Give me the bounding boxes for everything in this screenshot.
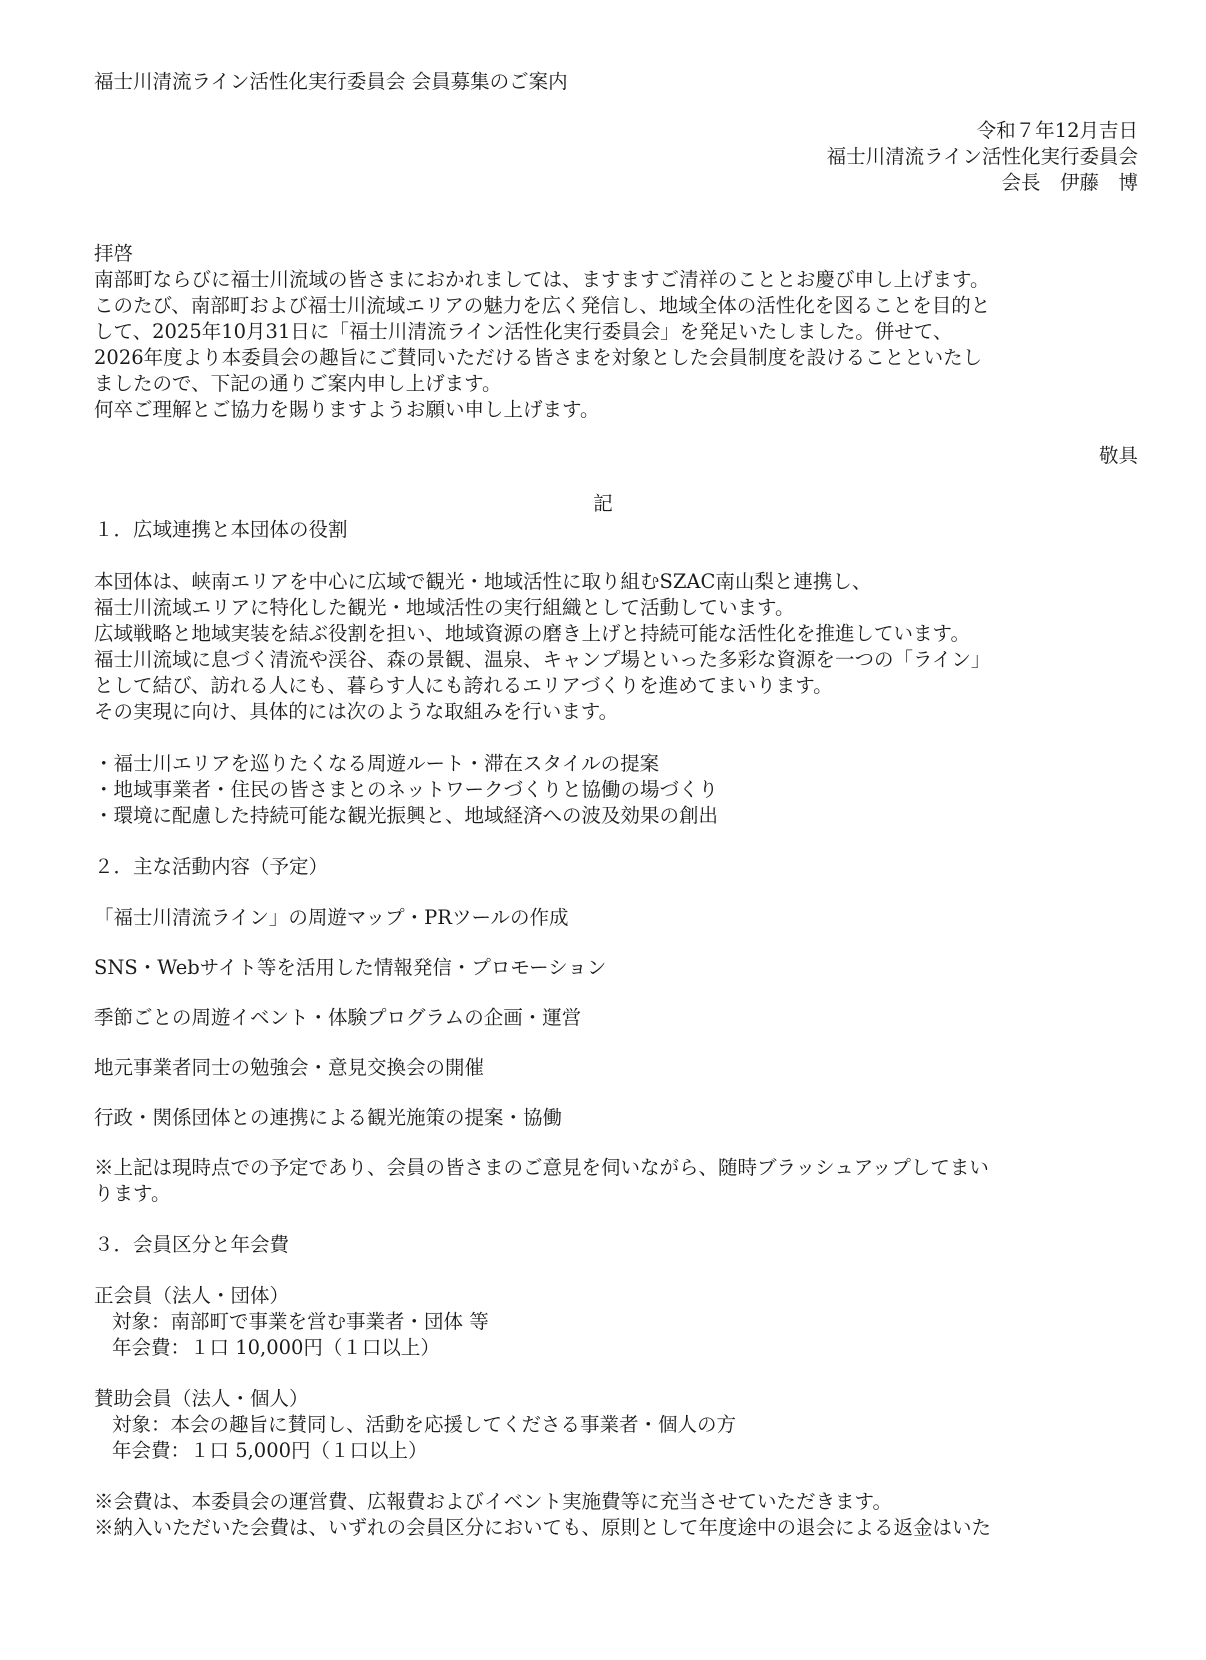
section1-line: 広域戦略と地域実装を結ぶ役割を担い、地域資源の磨き上げと持続可能な活性化を推進しています。 [94,622,970,645]
section3-heading: ３．会員区分と年会費 [94,1233,290,1256]
section1-heading: １．広域連携と本団体の役割 [94,518,348,541]
greeting-closing: 敬具 [1098,444,1138,467]
activity-note: ります。 [94,1182,171,1205]
issuer-organization: 福士川清流ライン活性化実行委員会 [826,145,1138,168]
activity-item: 地元事業者同士の勉強会・意見交換会の開催 [94,1056,485,1079]
section1-bullet: ・地域事業者・住民の皆さまとのネットワークづくりと協働の場づくり [94,778,719,801]
activity-item: 「福士川清流ライン」の周遊マップ・PRツールの作成 [94,906,569,929]
activity-note: ※上記は現時点での予定であり、会員の皆さまのご意見を伺いながら、随時ブラッシュアップしてまい [94,1156,989,1179]
greeting-opening: 拝啓 [94,242,134,265]
section1-line: 本団体は、峡南エリアを中心に広域で観光・地域活性に取り組むSZAC南山梨と連携し、 [94,570,872,593]
document-title: 福士川清流ライン活性化実行委員会 会員募集のご案内 [94,70,568,93]
issuer-signer: 会長 伊藤 博 [1001,171,1138,194]
activity-item: SNS・Webサイト等を活用した情報発信・プロモーション [94,956,607,979]
activity-item: 季節ごとの周遊イベント・体験プログラムの企画・運営 [94,1006,582,1029]
section1-line: その実現に向け、具体的には次のような取組みを行います。 [94,700,619,723]
greeting-line: このたび、南部町および福士川流域エリアの魅力を広く発信し、地域全体の活性化を図ることを目的と [94,294,991,317]
supporting-member-target: 対象：本会の趣旨に賛同し、活動を応援してくださる事業者・個人の方 [112,1413,737,1436]
section1-line: 福士川流域に息づく清流や渓谷、森の景観、温泉、キャンプ場といった多彩な資源を一つの「ライン」 [94,648,991,671]
section1-bullet: ・環境に配慮した持続可能な観光振興と、地域経済への波及効果の創出 [94,804,719,827]
section2-heading: ２．主な活動内容（予定） [94,855,329,878]
greeting-line: 2026年度より本委員会の趣旨にご賛同いただける皆さまを対象とした会員制度を設けることといたし [94,346,983,369]
issue-date: 令和７年12月吉日 [976,119,1138,142]
section1-line: 福士川流域エリアに特化した観光・地域活性の実行組織として活動しています。 [94,596,795,619]
activity-item: 行政・関係団体との連携による観光施策の提案・協働 [94,1106,563,1129]
regular-member-name: 正会員（法人・団体） [94,1284,290,1307]
section1-line: として結び、訪れる人にも、暮らす人にも誇れるエリアづくりを進めてまいります。 [94,674,833,697]
greeting-line: して、2025年10月31日に「福士川清流ライン活性化実行委員会」を発足いたしました。併せて、 [94,320,953,343]
supporting-member-name: 賛助会員（法人・個人） [94,1387,309,1410]
regular-member-fee: 年会費：１口 10,000円（１口以上） [112,1336,440,1359]
greeting-line: 何卒ご理解とご協力を賜りますようお願い申し上げます。 [94,398,600,421]
greeting-line: ましたので、下記の通りご案内申し上げます。 [94,372,502,395]
section1-bullet: ・福士川エリアを巡りたくなる周遊ルート・滞在スタイルの提案 [94,752,660,775]
supporting-member-fee: 年会費：１口 5,000円（１口以上） [112,1439,428,1462]
fee-note: ※納入いただいた会費は、いずれの会員区分においても、原則として年度途中の退会による返金はいた [94,1516,992,1539]
regular-member-target: 対象：南部町で事業を営む事業者・団体 等 [112,1310,489,1333]
greeting-line: 南部町ならびに福士川流域の皆さまにおかれましては、ますますご清祥のこととお慶び申し上げます。 [94,268,990,291]
fee-note: ※会費は、本委員会の運営費、広報費およびイベント実施費等に充当させていただきます。 [94,1490,892,1513]
ki-mark: 記 [593,492,613,515]
